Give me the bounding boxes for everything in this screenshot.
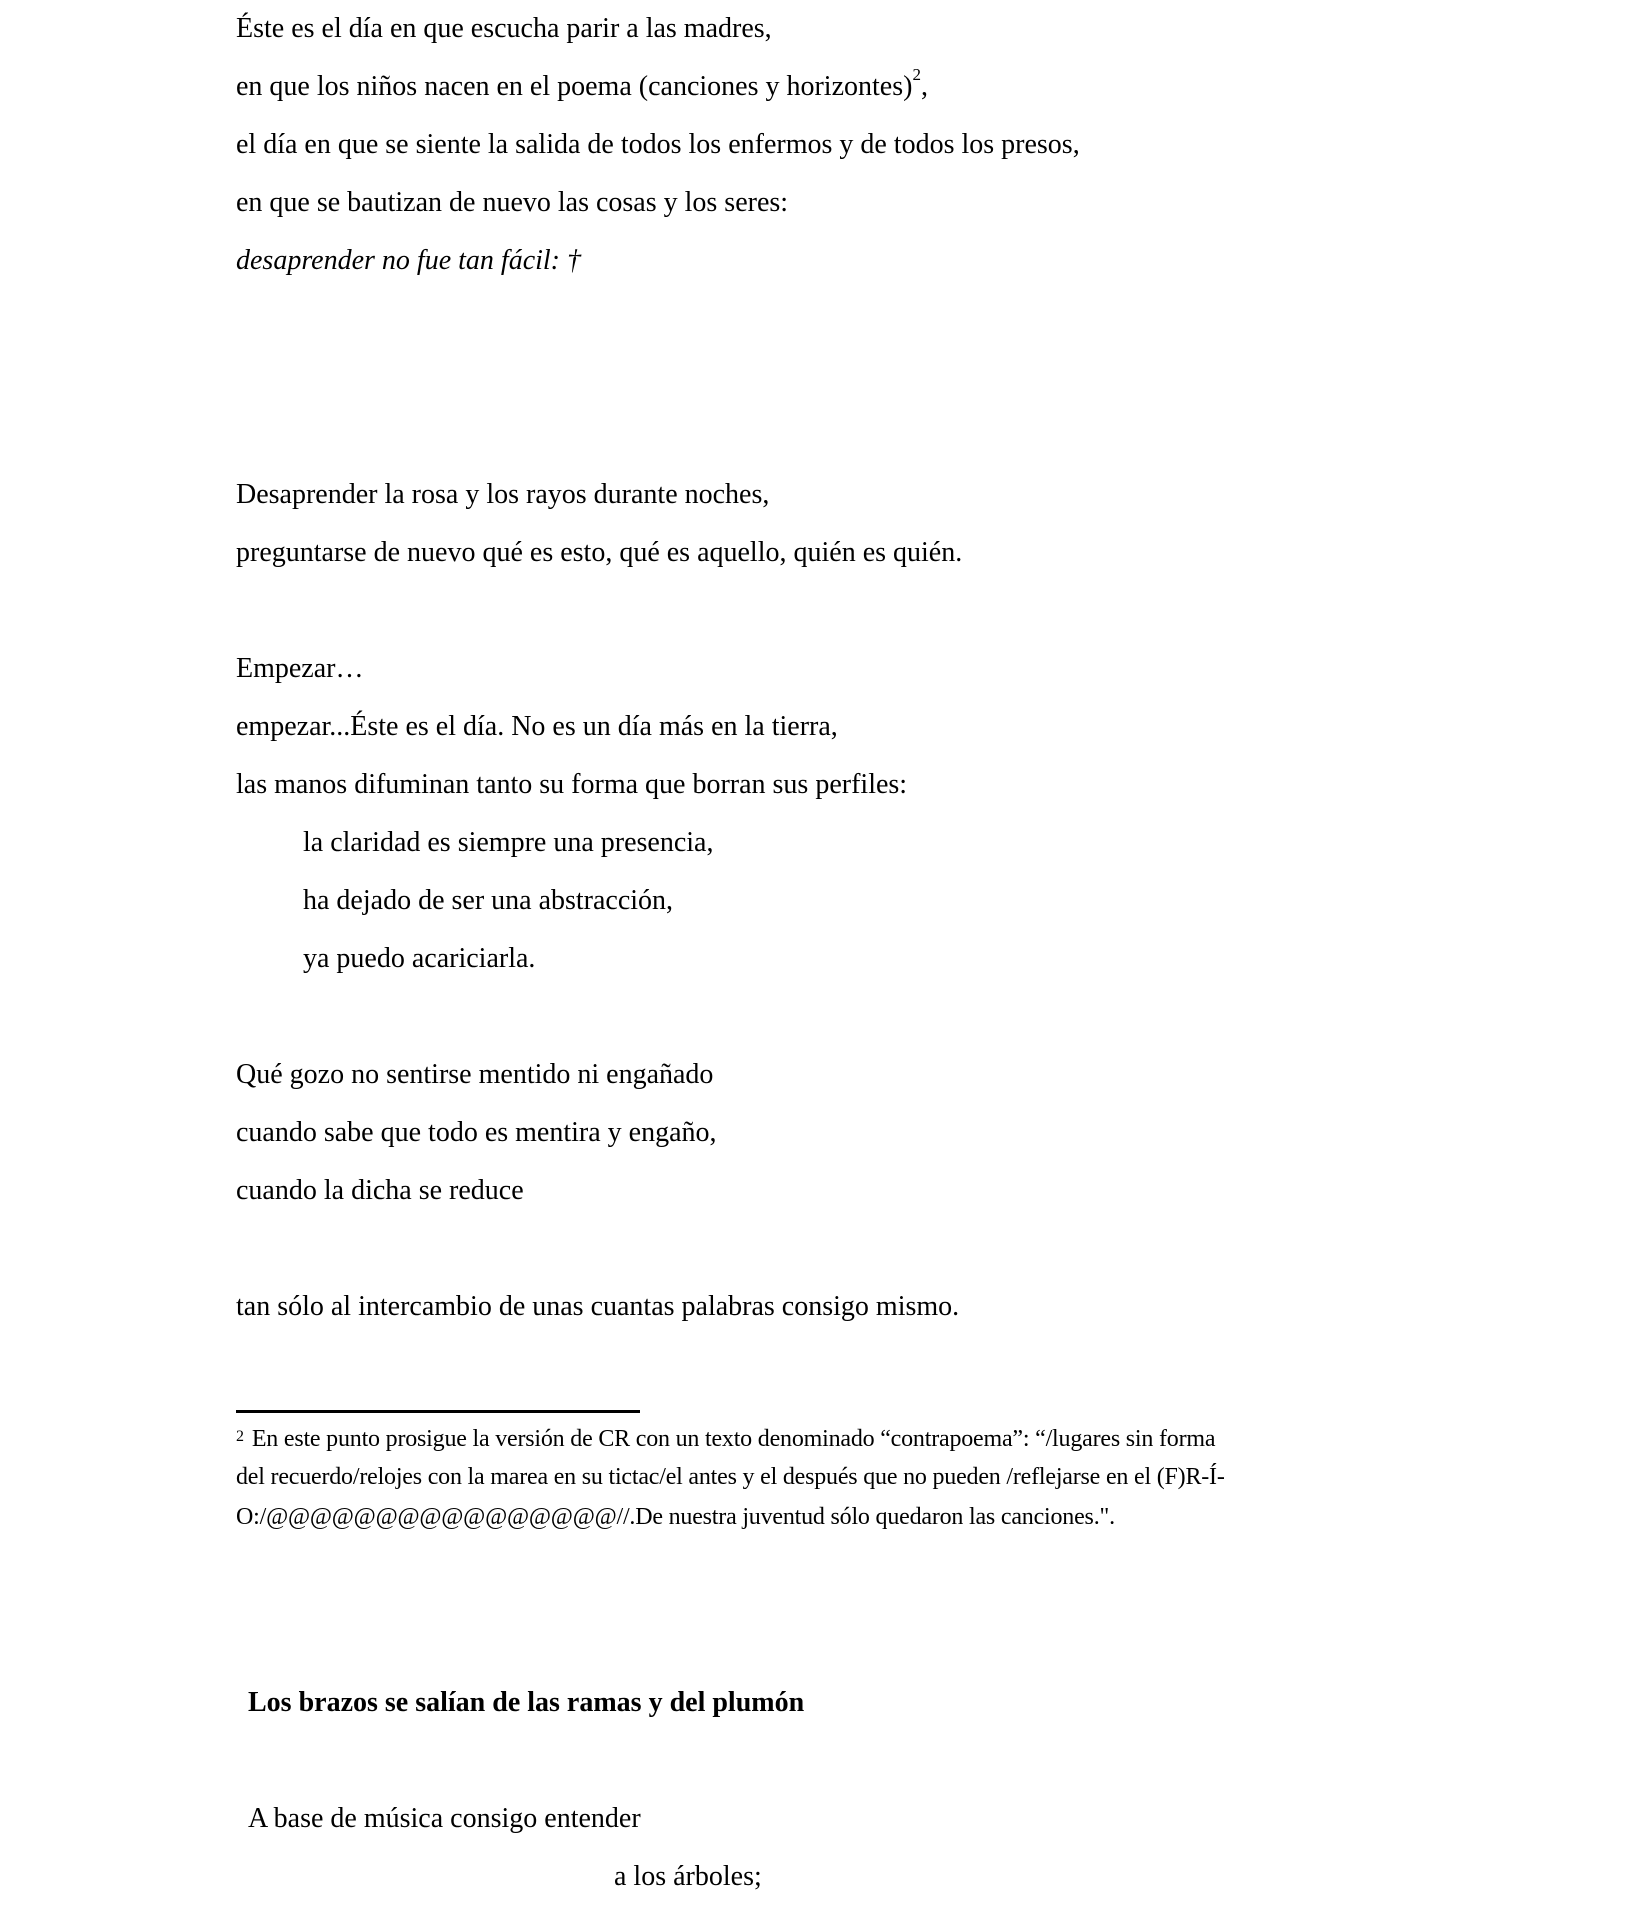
poem-title: Los brazos se salían de las ramas y del plumón (248, 1687, 805, 1718)
footnote-line: del recuerdo/relojes con la marea en su tictac/el antes y el después que no pueden /reflejarse en el (F)R-Í- (236, 1464, 1225, 1490)
poem-line: cuando sabe que todo es mentira y engaño, (236, 1117, 717, 1148)
footnote-line: O:/@@@@@@@@@@@@@@@@//.De nuestra juventud sólo quedaron las canciones.". (236, 1504, 1115, 1530)
poem-line: preguntarse de nuevo qué es esto, qué es aquello, quién es quién. (236, 537, 963, 568)
poem-line: Desaprender la rosa y los rayos durante noches, (236, 479, 770, 510)
footnote-marker: 2 (236, 1428, 244, 1445)
poem-line-text: en que los niños nacen en el poema (canciones y horizontes) (236, 71, 913, 102)
poem-line-indented: la claridad es siempre una presencia, (303, 827, 714, 858)
poem-line-indented: ya puedo acariciarla. (303, 943, 536, 974)
footnote-separator (236, 1410, 640, 1413)
poem-line: tan sólo al intercambio de unas cuantas palabras consigo mismo. (236, 1291, 960, 1322)
poem-line: Qué gozo no sentirse mentido ni engañado (236, 1059, 714, 1090)
poem-line: en que se bautizan de nuevo las cosas y los seres: (236, 187, 789, 218)
poem-line: el día en que se siente la salida de todos los enfermos y de todos los presos, (236, 129, 1080, 160)
poem-line-italic: desaprender no fue tan fácil: † (236, 245, 582, 276)
poem-line-indented: ha dejado de ser una abstracción, (303, 885, 674, 916)
poem-line: Empezar… (236, 653, 364, 684)
poem-line: Éste es el día en que escucha parir a las madres, (236, 13, 772, 44)
footnote-reference[interactable]: 2 (912, 65, 921, 84)
poem-line: empezar...Éste es el día. No es un día más en la tierra, (236, 711, 838, 742)
poem-line: las manos difuminan tanto su forma que borran sus perfiles: (236, 769, 908, 800)
footnote-line (236, 1424, 1215, 1454)
poem-line: A base de música consigo entender (248, 1803, 641, 1834)
poem-line-with-footnote (236, 65, 928, 104)
footnote-text: En este punto prosigue la versión de CR con un texto denominado “contrapoema”: “/lugares sin forma (251, 1426, 1216, 1452)
line-punctuation: , (920, 71, 928, 102)
poem-line-indented: a los árboles; (614, 1861, 762, 1892)
poem-line: cuando la dicha se reduce (236, 1175, 524, 1206)
